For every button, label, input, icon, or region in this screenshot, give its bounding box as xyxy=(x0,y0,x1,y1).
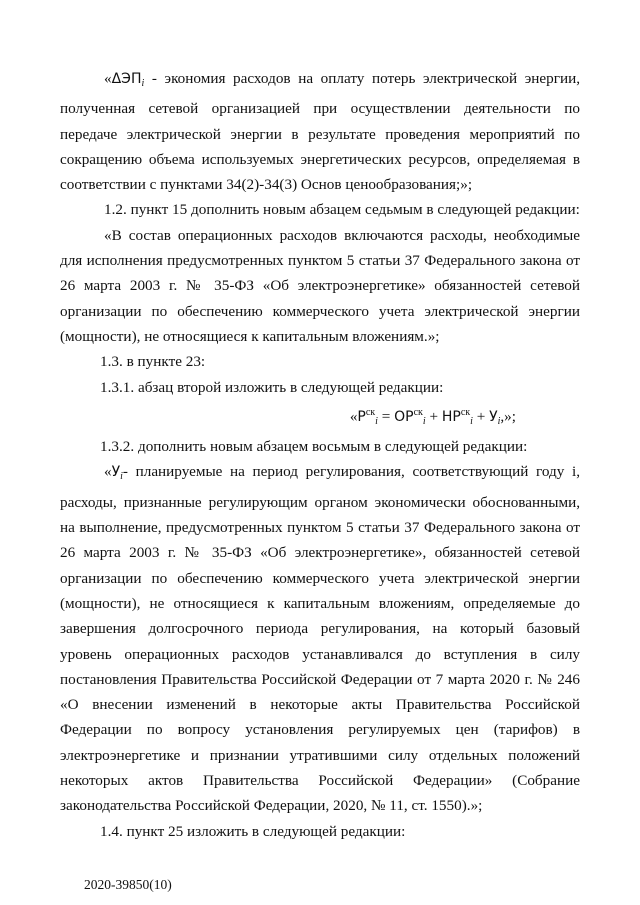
paragraph-item-1-4: 1.4. пункт 25 изложить в следующей редакции: xyxy=(100,822,406,840)
u-definition-text: - планируемые на период регулирования, соответствующий году i, расходы, признанные регулирующим органом экономически обоснованными, на выполнение, предусмотренных пунктом 5 статьи 37 Федерального закона от 26 марта 2003 г. № 35-ФЗ «Об электроэнергетике», обязанностей сетевой организации по обеспечению коммерческого учета электрической энергии (мощности), не относящиеся к капитальным вложениям, определяемые до завершения долгосрочного периода регулирования, на который базовый уровень операционных расходов устанавливался до вступления в силу постановления Правительства Российской Федерации от 7 марта 2020 г. № 246 «О внесении изменений в некоторые акты Правительства Российской Федерации по вопросу установления регулируемых цен (тарифов) в электроэнергетике и признании утратившими силу отдельных положений некоторых актов Правительства Российской Федерации» (Собрание законодательства Российской Федерации, 2020, № 11, ст. 1550).»; xyxy=(60,463,580,815)
formula-p-sk: «$Р^{ск}_i = ОР^{ск}_i + НР^{ск}_i + У_i$,»; xyxy=(349,406,516,427)
paragraph-item-1-2: 1.2. пункт 15 дополнить новым абзацем седьмым в следующей редакции: xyxy=(104,201,580,219)
delta-ep-subscript: i xyxy=(141,78,145,89)
document-footer-code: 2020-39850(10) xyxy=(84,877,172,892)
paragraph-item-1-3-2: 1.3.2. дополнить новым абзацем восьмым в следующей редакции: xyxy=(100,438,528,456)
open-quote: « xyxy=(104,463,112,481)
paragraph-item-1-3: 1.3. в пункте 23: xyxy=(100,353,206,371)
paragraph-item-1-3-1: 1.3.1. абзац второй изложить в следующей редакции: xyxy=(100,378,444,396)
u-symbol: У xyxy=(111,464,121,481)
paragraph-delta-ep-definition xyxy=(60,66,580,197)
u-subscript: i xyxy=(120,471,123,483)
open-quote: « xyxy=(104,70,112,87)
paragraph-u-definition xyxy=(60,459,580,818)
delta-ep-definition-text: - экономия расходов на оплату потерь электрической энергии, полученная сетевой организацией при осуществлении деятельности по передаче электрической энергии в результате проведения мероприятий по сокращению объема используемых энергетических ресурсов, определяемая в соответствии с пунктами 34(2)-34(3) Основ ценообразования;»; xyxy=(60,70,580,194)
document-body xyxy=(60,66,580,844)
paragraph-operational-costs: «В состав операционных расходов включаются расходы, необходимые для исполнения предусмотренных пунктом 5 статьи 37 Федерального закона от 26 марта 2003 г. № 35-ФЗ «Об электроэнергетике» обязанностей сетевой организации по обеспечению коммерческого учета электрической энергии (мощности), не относящиеся к капитальным вложениям.»; xyxy=(60,226,580,345)
delta-ep-symbol: ΔЭП xyxy=(111,71,142,87)
